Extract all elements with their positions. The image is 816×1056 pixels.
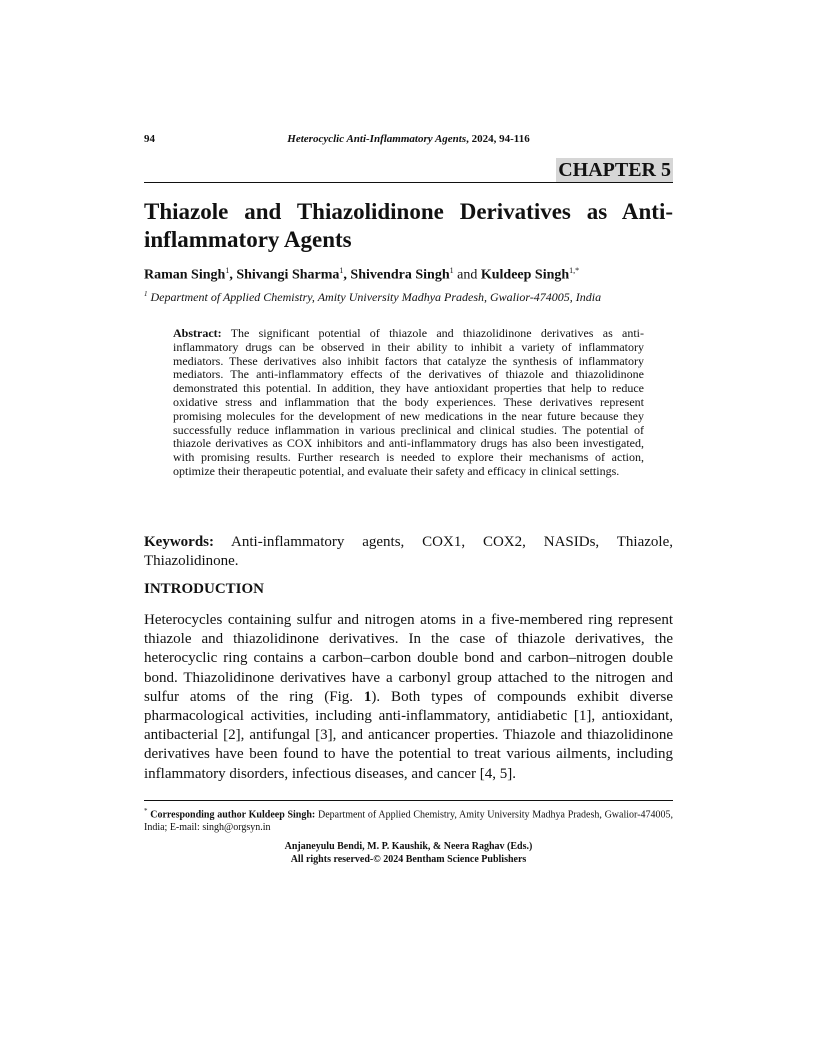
author-separator: and — [453, 267, 481, 283]
introduction-paragraph — [144, 611, 673, 784]
footnote-text: Department of Applied Chemistry, Amity University Madhya Pradesh, Gwalior-474005, India; E-mail: singh@orgsyn.in — [144, 809, 673, 833]
author-separator: , — [229, 267, 237, 283]
author-affiliation-mark: 1 — [449, 266, 454, 275]
keywords-label: Keywords: — [144, 534, 214, 550]
article-title: Thiazole and Thiazolidinone Derivatives as Anti-inflammatory Agents — [144, 199, 673, 252]
journal-reference — [144, 133, 673, 145]
footnote-mark: * — [144, 807, 148, 815]
chapter-label: CHAPTER 5 — [558, 159, 671, 181]
introduction-text: Heterocycles containing sulfur and nitrogen atoms in a five-membered ring represent thiazole and thiazolidinone derivatives. In the case of thiazole derivatives, the heterocyclic ring contains a carbon–carbon double bond and carbon–nitrogen double bond. Thiazolidinone derivatives have a carbonyl group attached to the nitrogen and sulfur atoms of the ring (Fig. — [144, 612, 673, 705]
running-header — [144, 133, 673, 147]
footnote-label: Corresponding author Kuldeep Singh: — [147, 809, 316, 821]
author-separator: , — [343, 267, 351, 283]
abstract-label: Abstract: — [173, 326, 222, 340]
author-affiliation-mark: 1,* — [569, 266, 580, 275]
figure-reference: 1 — [363, 688, 372, 705]
author-list — [144, 262, 673, 285]
section-heading-introduction: INTRODUCTION — [144, 581, 265, 597]
author-affiliation-mark: 1 — [225, 266, 230, 275]
introduction-text: ). Both types of compounds exhibit diverse pharmacological activities, including anti-inflammatory, antidiabetic [1], antioxidant, antibacterial [2], antifungal [3], and anticancer properties. Thiazole and thiazolidinone derivatives have been found to have the potential to treat various ailments, including inflammatory disorders, infectious diseases, and cancer [4, 5]. — [144, 688, 673, 782]
author-name: Kuldeep Singh — [480, 267, 570, 283]
journal-citation: , 2024, 94-116 — [466, 133, 530, 145]
author-name: Shivangi Sharma — [236, 267, 340, 283]
abstract — [173, 327, 644, 479]
author-affiliation-mark: 1 — [339, 266, 344, 275]
editors-line: Anjaneyulu Bendi, M. P. Kaushik, & Neera Raghav (Eds.) — [284, 841, 533, 852]
publisher-info — [144, 841, 673, 866]
abstract-text: The significant potential of thiazole and thiazolidinone derivatives as anti-inflammatory drugs can be observed in their ability to inhibit a variety of inflammatory mediators. These derivatives also inhibit factors that catalyze the synthesis of inflammatory mediators. The anti-inflammatory effects of the derivatives of thiazole and thiazolidinone demonstrated this potential. In addition, they have antioxidant properties that help to reduce oxidative stress and inflammation that the body experiences. These derivatives represent promising molecules for the development of new medications in the near future because they successfully reduce inflammation in various preclinical and clinical studies. The potential of thiazole derivatives as COX inhibitors and anti-inflammatory drugs has also been investigated, with promising results. Further research is needed to explore their mechanisms of action, optimize their therapeutic potential, and evaluate their safety and efficacy in clinical settings. — [173, 326, 644, 478]
journal-title: Heterocyclic Anti-Inflammatory Agents — [287, 133, 467, 145]
author-name: Shivendra Singh — [350, 267, 450, 283]
footnote — [144, 805, 673, 834]
header-rule — [144, 182, 673, 183]
affiliation-text: Department of Applied Chemistry, Amity University Madhya Pradesh, Gwalior-474005, India — [147, 290, 602, 304]
author-name: Raman Singh — [144, 267, 226, 283]
page-number: 94 — [144, 133, 155, 145]
affiliation — [144, 286, 673, 305]
keywords — [144, 533, 673, 571]
rights-line: All rights reserved-© 2024 Bentham Science Publishers — [290, 853, 527, 865]
keywords-text: Anti-inflammatory agents, COX1, COX2, NASIDs, Thiazole, Thiazolidinone. — [144, 534, 673, 569]
affiliation-mark: 1 — [144, 290, 148, 298]
footnote-rule — [144, 800, 673, 801]
